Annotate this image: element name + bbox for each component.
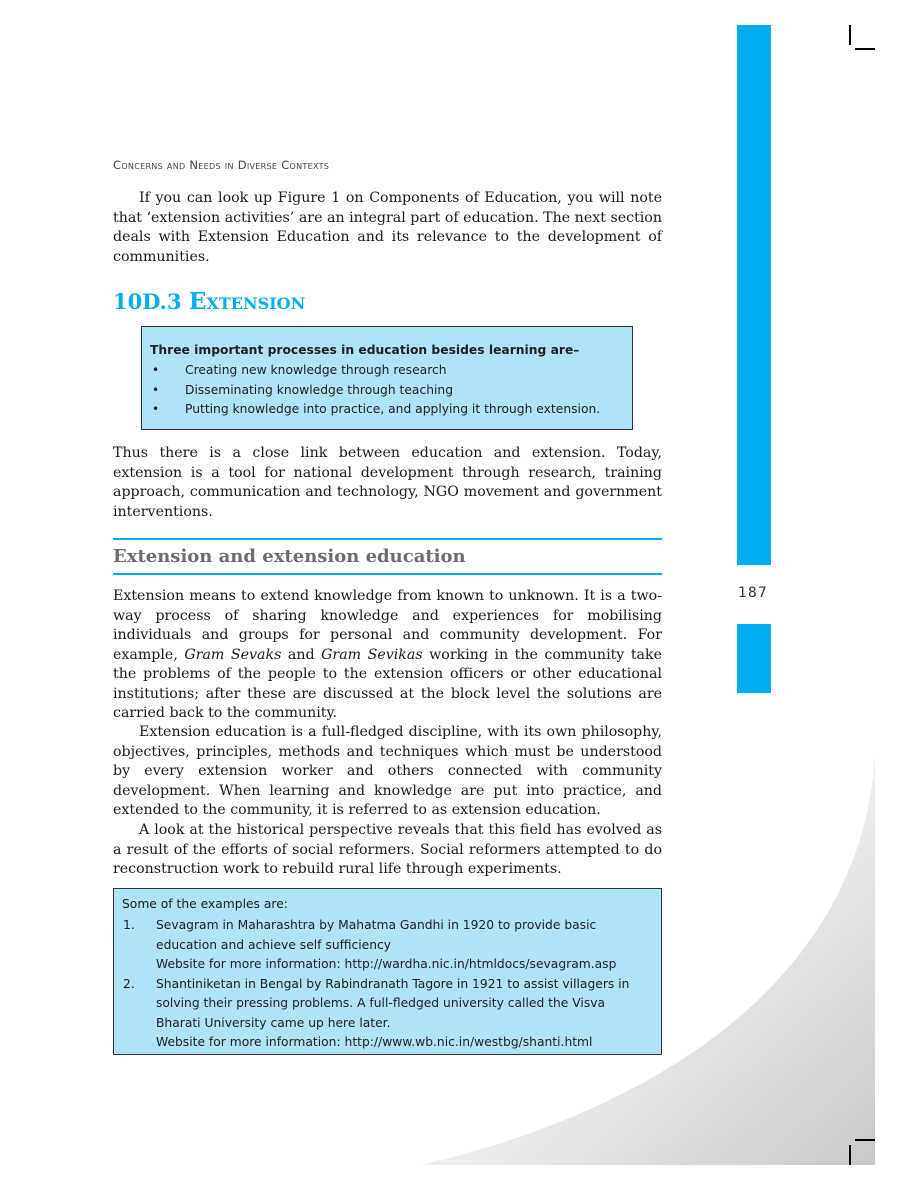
link-paragraph: Thus there is a close link between education and extension. Today, extension is a tool for national development through research, training approach, communication and technology, NGO movement and government interventions. [113, 445, 662, 520]
section-title: Extension [188, 288, 306, 315]
running-header [113, 158, 329, 172]
crop-mark-bottom-horizontal [855, 1139, 875, 1141]
list-item [150, 381, 600, 401]
example-website: Website for more information: http://www.wb.nic.in/westbg/shanti.html [156, 1035, 593, 1049]
bullet: • [152, 382, 160, 397]
definition-paragraph [113, 587, 662, 724]
list-item-text: Creating new knowledge through research [185, 363, 447, 377]
subheading-rule-bottom [113, 573, 662, 575]
definition-text-3: working in the community take the problems of the people to the extension officers or other educational institutions; after these are discussed at the block level the solutions are carried back to the community. [113, 646, 662, 721]
list-item-text: Putting knowledge into practice, and applying it through extension. [185, 402, 601, 416]
processes-box [141, 326, 633, 430]
examples-list [122, 916, 652, 1053]
item-number: 1. [123, 918, 135, 932]
definition-text-1: Extension means to extend knowledge from known to unknown. It is a two-way process of sharing knowledge and experiences for mobilising individuals and groups for personal and community development. For example, [113, 588, 662, 663]
history-paragraph: A look at the historical perspective reveals that this field has evolved as a result of the efforts of social reformers. Social reformers attempted to do reconstruction work to rebuild rural life through experiments. [113, 822, 662, 877]
list-item [150, 361, 600, 381]
intro-paragraph: If you can look up Figure 1 on Components of Education, you will note that ‘extension activities’ are an integral part of education. The next section deals with Extension Education and its relevance to the development of communities. [113, 190, 662, 265]
list-item-text: Disseminating knowledge through teaching [185, 382, 454, 397]
sidebar-accent-bar-bottom [737, 624, 771, 693]
crop-mark-bottom-vertical [849, 1145, 851, 1165]
section-heading [113, 288, 305, 315]
example-text: Shantiniketan in Bengal by Rabindranath Tagore in 1921 to assist villagers in solving their pressing problems. A full-fledged university called the Visva Bharati University came up here later. [156, 976, 630, 1030]
discipline-paragraph: Extension education is a full-fledged discipline, with its own philosophy, objectives, principles, methods and techniques which must be understood by every extension worker and others connected with community development. When learning and knowledge are put into practice, and extended to the community, it is referred to as extension education. [113, 724, 662, 818]
sidebar-accent-bar-top [737, 25, 771, 565]
list-item [122, 975, 652, 1053]
crop-mark-top-horizontal [855, 48, 875, 50]
term-gram-sevikas: Gram Sevikas [321, 646, 423, 663]
list-item [122, 916, 652, 975]
crop-mark-top-vertical [849, 25, 851, 45]
examples-box-intro: Some of the examples are: [122, 897, 288, 911]
processes-box-title: Three important processes in education besides learning are– [150, 343, 580, 357]
examples-box [113, 888, 662, 1055]
processes-list [150, 361, 600, 420]
list-item [150, 400, 600, 420]
example-website: Website for more information: http://wardha.nic.in/htmldocs/sevagram.asp [156, 957, 617, 971]
bullet: • [152, 363, 160, 377]
page-number: 187 [738, 585, 768, 601]
definition-text-2: and [281, 646, 322, 663]
running-header-text: Concerns and Needs in Diverse Contexts [113, 158, 330, 172]
item-number: 2. [123, 976, 135, 991]
section-number: 10D.3 [113, 289, 182, 314]
subsection-heading: Extension and extension education [113, 546, 466, 567]
bullet: • [152, 402, 160, 416]
term-gram-sevaks: Gram Sevaks [184, 646, 282, 663]
subheading-rule-top [113, 538, 662, 540]
example-text: Sevagram in Maharashtra by Mahatma Gandhi in 1920 to provide basic education and achieve self sufficiency [156, 918, 597, 952]
